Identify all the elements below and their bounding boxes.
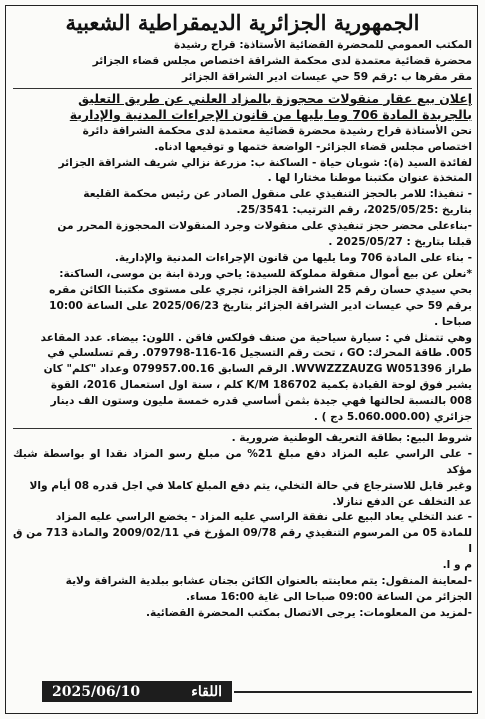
notice-body (13, 124, 472, 426)
condition-line: وغير قابل للاسترجاع في حالة التخلي، يتم دفع المبلغ كاملا في اجل قدره 08 أيام والا (29, 479, 472, 492)
notice-line: نحن الأستاذة قراح رشيدة محضرة قضائية معتمدة لدى محكمة الشراقة دائرة (82, 124, 472, 137)
legal-notice (13, 10, 472, 622)
publication-date: 2025/06/10 (52, 683, 141, 700)
divider (13, 88, 472, 89)
condition-line: م و ا. (442, 559, 472, 572)
notice-line: 008 بالنسبة لحالتها فهي جيدة بثمن أساسي قدره خمسة مليون وستون الف دينار (50, 395, 472, 408)
notice-line: جزائري (5.060.000.00 دج ) . (313, 411, 472, 424)
notice-line: - تنفيذا: للامر بالحجز التنفيذي على منقول الصادر عن رئيس محكمة القليعة (83, 188, 472, 201)
notice-line: - بناء على المادة 706 وما يليها من قانون الإجراءات المدنية والإدارية. (114, 251, 472, 264)
notice-line: برقم 59 حي عيسات ادير الشراقة الجزائر بتاريخ 2025/06/23 على الساعة 10:00 (49, 299, 472, 312)
notice-line: بحي سيدي حسان رقم 25 الشراقة الجزائر، تجري على مستوى مكتبنا الكائن مقره (49, 283, 472, 296)
announcement-title: إعلان بيع عقار منقولات محجوزة بالمزاد العلني عن طريق التعليق (78, 90, 472, 106)
footer-rule (234, 691, 472, 693)
notice-line: لفائدة السيد (ة): شوبان حياة - الساكنة ب: مزرعة نزالي شريف الشراقة الجزائر (58, 156, 472, 169)
condition-line: -لمزيد من المعلومات: يرجى الاتصال بمكتب المحضرة القضائية. (146, 606, 472, 619)
condition-line: - عند التخلي يعاد البيع على نفقة الراسي عليه المزاد - يخضع الراسي عليه المزاد (55, 511, 472, 524)
condition-line: شروط البيع: بطاقة التعريف الوطنية ضرورية . (231, 431, 472, 444)
office-line: محضرة قضائية معتمدة لدى محكمة الشراقة اختصاص مجلس قضاء الجزائر (92, 54, 472, 67)
newspaper-footer (42, 681, 232, 702)
notice-line: المتخذة عنوان مكتبنا موطنا مختارا لها . (267, 172, 472, 185)
notice-line: اختصاص مجلس قضاء الجزائر- الواضعة ختمها و توقيعها ادناه. (154, 140, 472, 153)
notice-line: 005. طاقة المحرك: GO ، تحت رقم التسجيل 16-116-079798. رقم تسلسلي في (47, 347, 472, 360)
sale-conditions (13, 431, 472, 622)
notice-line: يشير فوق لوحة القيادة بكمية 186702 K/M كلم ، سنة اول استعمال 2016، القوة (50, 379, 472, 392)
notice-line: -بناءعلى محضر حجز تنفيذي على منقولات وجرد المنقولات المحجوزة المحرر من (57, 220, 472, 233)
condition-line: عد التخلف عن الدفع تنازلا. (332, 495, 472, 508)
office-line: مقر مقرها ب :رقم 59 حي عيسات ادير الشراقة الجزائر (181, 70, 472, 83)
divider (13, 428, 472, 429)
notice-line: طراز WVWZZZAUZG W051396. الرقم السابق 079957.00.16 وعداد "كلم" كان (43, 363, 472, 376)
notice-line: وهي تتمثل في : سيارة سياحية من صنف فولكس فاقن . اللون: بيضاء. عدد المقاعد (40, 331, 472, 344)
notice-line: قبلنا بتاريخ : 2025/05/27 . (328, 236, 472, 249)
republic-title: الجمهورية الجزائرية الديمقراطية الشعبية (65, 10, 420, 35)
condition-line: -لمعاينة المنقول: يتم معاينته بالعنوان الكائن بجنان عشابو ببلدية الشراقة ولاية (65, 575, 472, 588)
condition-line: الجزائر من الساعة 09:00 صباحا الى غاية 16:00 مساء. (186, 591, 472, 603)
notice-line: بتاريخ :2025/05/25، رقم الترتيب: 25/3541. (236, 204, 472, 217)
notice-line: *نعلن عن بيع أموال منقولة مملوكة للسيدة: ياحي وردة ابنة بن موسى، الساكنة: (59, 267, 472, 280)
newspaper-name: اللقاء (191, 683, 222, 700)
condition-line: للمادة 05 من المرسوم التنفيذي رقم 09/78 المؤرخ في 2009/02/11 والمادة 713 من ق ا (13, 527, 473, 556)
condition-line: - على الراسي عليه المزاد دفع مبلغ 21% من مبلغ رسو المزاد نقدا او بواسطة شيك مؤكد (13, 447, 472, 476)
notice-line: صباحا . (434, 315, 472, 328)
office-line: المكتب العمومي للمحضرة القضائية الأستاذة: قراح رشيدة (173, 39, 472, 51)
announcement-title: بالجريدة المادة 706 وما يليها من قانون الإجراءات المدنية والإدارية (69, 107, 472, 123)
